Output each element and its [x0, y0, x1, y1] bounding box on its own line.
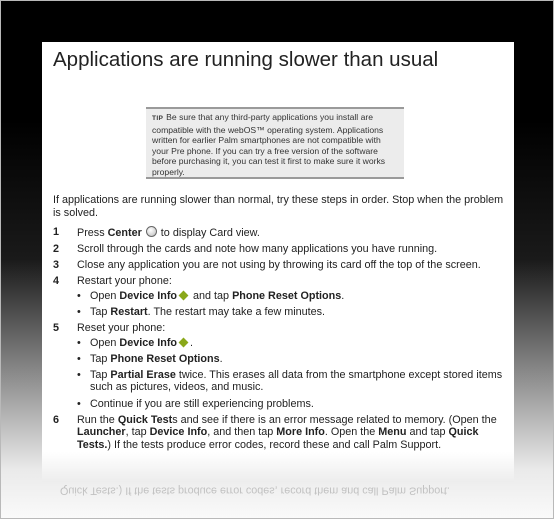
substep-text: .	[190, 336, 194, 349]
step-text: , tap	[125, 426, 150, 439]
step-text: Press	[77, 227, 108, 239]
device-info-label: Device Info	[119, 336, 178, 349]
substep-text: Tap	[90, 352, 111, 365]
restart-label: Restart	[110, 305, 148, 318]
center-button-icon	[146, 226, 157, 237]
step-5	[53, 322, 513, 410]
step-4	[53, 275, 513, 318]
partial-erase-label: Partial Erase	[110, 368, 176, 381]
step-number: 5	[53, 322, 60, 335]
bullet: •	[77, 305, 81, 318]
substep-text: . The restart may take a few minutes.	[147, 305, 326, 318]
device-info-label: Device Info	[119, 289, 178, 302]
substep	[77, 353, 513, 366]
quick-tests-label: Quick Tests.	[77, 426, 479, 451]
menu-label: Menu	[378, 426, 407, 439]
substep-text: .	[219, 352, 223, 365]
device-info-icon	[179, 337, 189, 347]
substep-text: and tap	[190, 289, 233, 302]
step-text: and tap	[406, 426, 449, 439]
tip-text: Be sure that any third-party applications you install are compatible with the webOS™ operating system. Applications written for earlier Palm smartphones are not compatible with your Pre phone. If you can try a free version of the software before purchasing it, you can test it first to make sure it works properly.	[152, 112, 386, 177]
step-text: Close any application you are not using by throwing its card off the top of the screen.	[77, 259, 481, 272]
substep-text: Open	[90, 336, 120, 349]
intro-paragraph: If applications are running slower than normal, try these steps in order. Stop when the problem is solved.	[53, 194, 504, 219]
more-info-label: More Info	[276, 426, 325, 439]
bullet: •	[77, 336, 81, 349]
quick-tests-label: Quick Test	[117, 413, 173, 426]
steps-list	[53, 226, 513, 455]
substeps-list	[77, 290, 513, 319]
device-info-label: Device Info	[149, 426, 208, 439]
bullet: •	[77, 368, 81, 381]
bullet: •	[77, 289, 81, 302]
step-number: 4	[53, 275, 60, 288]
step-text: ) If the tests produce error codes, record these and call Palm Support.	[107, 438, 442, 451]
substep	[77, 369, 513, 394]
substep-text: Open	[90, 289, 120, 302]
page-title: Applications are running slower than usual	[53, 48, 439, 71]
step-text: Reset your phone:	[77, 322, 166, 335]
substeps-list	[77, 337, 513, 410]
step-2	[53, 243, 513, 256]
step-6	[53, 414, 513, 452]
substep	[77, 290, 513, 303]
step-number: 1	[53, 226, 60, 238]
manual-page	[42, 42, 514, 482]
step-text: to display Card view.	[157, 227, 260, 239]
substep	[77, 337, 513, 350]
tip-box	[146, 107, 404, 179]
step-number: 6	[53, 413, 60, 426]
bullet: •	[77, 397, 81, 410]
step-3	[53, 259, 513, 272]
substep-text: twice. This erases all data from the smartphone except stored items such as pictures, videos, and music.	[90, 368, 503, 394]
substep	[77, 398, 513, 411]
step-1	[53, 226, 513, 240]
step-text: Scroll through the cards and note how many applications you have running.	[77, 243, 438, 256]
phone-reset-options-label: Phone Reset Options	[110, 352, 220, 365]
step-text: . Open the	[324, 426, 379, 439]
substep	[77, 306, 513, 319]
launcher-label: Launcher	[77, 426, 126, 439]
substep-text: Tap	[90, 368, 111, 381]
tip-label: TIP	[152, 115, 164, 122]
step-number: 2	[53, 243, 60, 256]
substep-text: Continue if you are still experiencing problems.	[90, 397, 314, 410]
device-info-icon	[179, 290, 189, 300]
bullet: •	[77, 352, 81, 365]
phone-reset-options-label: Phone Reset Options	[232, 289, 342, 302]
step-text: Run the	[77, 413, 118, 426]
substep-text: Tap	[90, 305, 111, 318]
center-key-label: Center	[107, 227, 142, 239]
step-number: 3	[53, 259, 60, 272]
step-text: , and then tap	[207, 426, 277, 439]
step-text: s and see if there is an error message related to memory. (Open the	[172, 413, 497, 426]
step-text: Restart your phone:	[77, 275, 172, 288]
substep-text: .	[341, 289, 345, 302]
page-reflection: Quick Tests.) If the tests produce error codes, record them and call Palm Support.	[60, 484, 450, 497]
